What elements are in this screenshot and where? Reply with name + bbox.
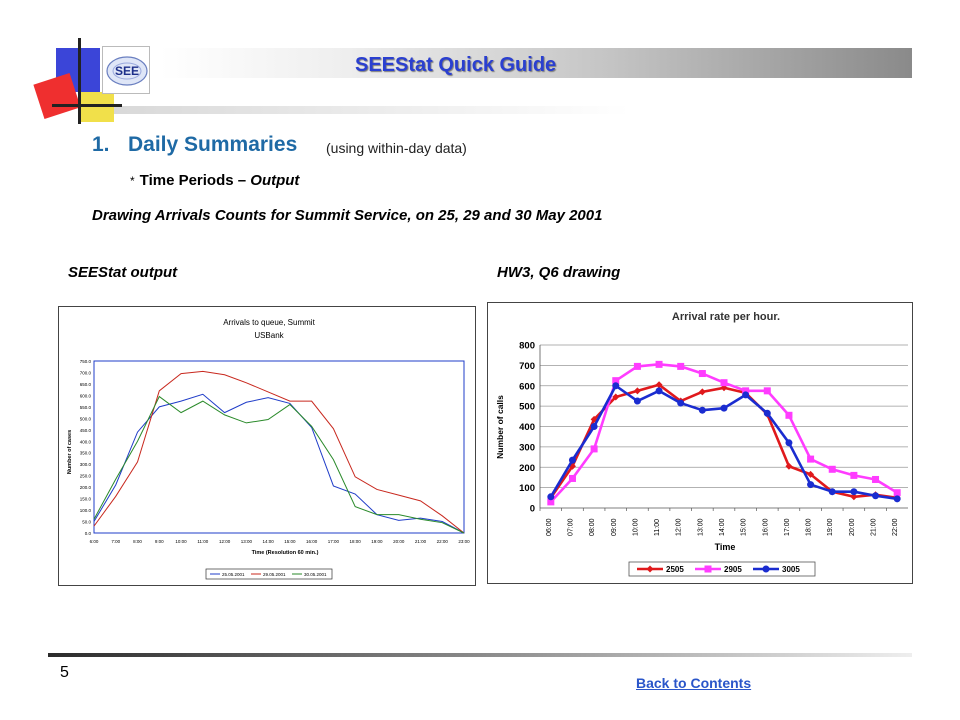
x-tick-label: 7:00 [111,539,121,544]
x-tick-label: 15:00 [284,539,296,544]
x-tick-label: 20:00 [393,539,405,544]
data-point-3005 [699,407,706,414]
data-point-3005 [634,398,641,405]
data-point-3005 [677,400,684,407]
x-tick-label: 07:00 [567,518,575,536]
data-point-2505 [699,388,706,395]
x-tick-label: 17:00 [783,518,791,536]
logo-horizontal-line [52,104,122,107]
y-tick-label: 650.0 [79,381,91,387]
y-tick-label: 550.0 [79,404,91,410]
x-tick-label: 8:00 [133,539,142,544]
bullet-time-periods [130,172,299,189]
data-point-2905 [829,466,836,473]
data-point-3005 [721,405,728,412]
data-point-2505 [785,463,792,470]
x-tick-label: 15:00 [740,518,748,536]
x-tick-label: 17:00 [327,539,340,544]
seestat-chart [59,307,477,587]
chart-subtitle: USBank [254,331,284,340]
y-tick-label: 0.0 [84,531,91,536]
y-tick-label: 50.0 [82,519,91,525]
data-point-3005 [872,492,879,499]
y-tick-label: 800 [519,340,535,352]
x-tick-label: 21:00 [870,518,878,536]
x-tick-label: 16:00 [306,539,318,544]
legend-marker-3005 [763,566,770,573]
y-axis-label: Number of calls [495,395,505,459]
y-tick-label: 500.0 [79,416,91,422]
x-tick-label: 20:00 [848,518,856,536]
data-point-3005 [569,457,576,464]
data-point-2905 [677,363,684,370]
label-seestat-output: SEEStat output [68,264,178,281]
data-point-3005 [612,382,619,389]
x-tick-label: 23:00 [458,539,470,544]
data-point-2905 [721,379,728,386]
chart-title: Arrival rate per hour. [671,311,781,323]
data-point-3005 [785,439,792,446]
x-tick-label: 21:00 [414,539,427,544]
x-tick-label: 12:00 [218,539,231,544]
y-tick-label: 750.0 [79,359,91,364]
y-axis-label: Number of cases [67,429,73,475]
data-point-2905 [850,472,857,479]
x-tick-label: 22:00 [436,539,448,544]
legend-label: 2905 [724,565,742,574]
x-axis-label: Time (Resolution 60 min.) [251,550,319,556]
header-shadow [110,106,630,114]
data-point-2905 [807,456,814,463]
section-title: Daily Summaries [128,133,298,156]
data-point-2905 [699,370,706,377]
y-tick-label: 100.0 [79,508,91,514]
x-tick-label: 09:00 [610,518,618,536]
y-tick-label: 350.0 [79,450,91,456]
logo-text: SEE [114,64,140,78]
logo-vertical-line [78,38,81,124]
page-title: SEEStat Quick Guide [355,54,557,76]
data-point-3005 [656,387,663,394]
y-tick-label: 150.0 [79,496,91,502]
x-tick-label: 12:00 [675,518,683,536]
legend-label: 3005 [782,565,800,574]
data-point-2905 [872,476,879,483]
x-tick-label: 22:00 [892,518,900,536]
y-tick-label: 200.0 [79,485,91,491]
x-tick-label: 18:00 [805,518,813,536]
x-tick-label: 19:00 [371,539,383,544]
x-tick-label: 6:00 [89,539,99,544]
page-number: 5 [60,664,69,681]
plot-area [94,361,464,533]
series-line-30.05.2001 [94,397,464,533]
y-tick-label: 300.0 [79,462,91,468]
y-tick-label: 450.0 [79,427,91,433]
data-point-2905 [634,363,641,370]
bullet-prefix: Time Periods – [139,172,251,189]
bullet-emphasis: Output [250,172,300,189]
y-tick-label: 400.0 [79,439,91,445]
y-tick-label: 700.0 [79,370,91,376]
data-point-2905 [894,489,901,496]
data-point-3005 [894,495,901,502]
x-tick-label: 16:00 [762,518,770,536]
data-point-2905 [764,387,771,394]
section-note: (using within-day data) [326,140,467,156]
data-point-3005 [850,488,857,495]
y-tick-label: 400 [519,422,535,433]
x-tick-label: 19:00 [827,518,835,536]
x-tick-label: 10:00 [175,539,187,544]
section-number: 1. [92,133,110,156]
x-axis-label: Time [714,542,736,552]
series-line-2505 [551,385,897,498]
data-point-3005 [807,481,814,488]
data-point-3005 [591,423,598,430]
data-point-2905 [569,475,576,482]
x-tick-label: 11:00 [197,539,209,544]
y-tick-label: 500 [519,401,535,413]
legend-label: 30.05.2001 [304,572,327,577]
label-hw3-drawing: HW3, Q6 drawing [497,264,621,281]
data-point-2505 [634,387,641,394]
back-to-contents-link[interactable]: Back to Contents [636,675,752,691]
x-tick-label: 14:00 [262,539,274,544]
chart-title: Arrivals to queue, Summit [223,318,315,327]
x-tick-label: 13:00 [697,518,705,536]
series-line-3005 [551,386,897,499]
data-point-2905 [591,445,598,452]
series-line-25.05.2001 [94,394,464,533]
footer-divider [48,653,912,657]
y-tick-label: 250.0 [79,473,91,479]
y-tick-label: 600.0 [79,393,91,399]
data-point-2905 [785,412,792,419]
seestat-chart-frame [58,306,476,586]
bullet-star: * [130,174,135,188]
series-line-29.05.2001 [94,371,464,533]
x-tick-label: 13:00 [240,539,252,544]
data-point-2905 [656,361,663,368]
hw3-chart-frame [487,302,913,584]
y-tick-label: 300 [519,442,535,454]
legend-marker-2905 [705,566,712,573]
legend-label: 25.05.2001 [222,572,245,577]
legend [629,562,815,576]
x-tick-label: 06:00 [545,518,553,536]
data-point-3005 [742,391,749,398]
data-point-3005 [829,488,836,495]
y-tick-label: 0 [529,503,535,515]
see-logo-icon [103,47,151,95]
x-tick-label: 14:00 [719,518,726,536]
x-tick-label: 10:00 [632,518,640,536]
data-point-3005 [547,493,554,500]
y-tick-label: 600 [519,381,535,393]
legend-label: 29.05.2001 [263,572,286,577]
hw3-chart [488,303,914,585]
data-point-3005 [764,410,771,417]
legend [206,569,332,579]
y-tick-label: 700 [519,360,535,372]
see-logo [102,46,150,94]
y-tick-label: 200 [519,462,535,474]
drawing-description: Drawing Arrivals Counts for Summit Service, on 25, 29 and 30 May 2001 [92,207,603,224]
legend-label: 2505 [666,565,684,574]
x-tick-label: 18:00 [349,539,361,544]
x-tick-label: 08:00 [589,518,597,536]
y-tick-label: 100 [519,483,535,495]
x-tick-label: 9:00 [154,539,164,544]
logo-yellow-square [80,92,114,122]
x-tick-label: 11:00 [654,519,662,536]
